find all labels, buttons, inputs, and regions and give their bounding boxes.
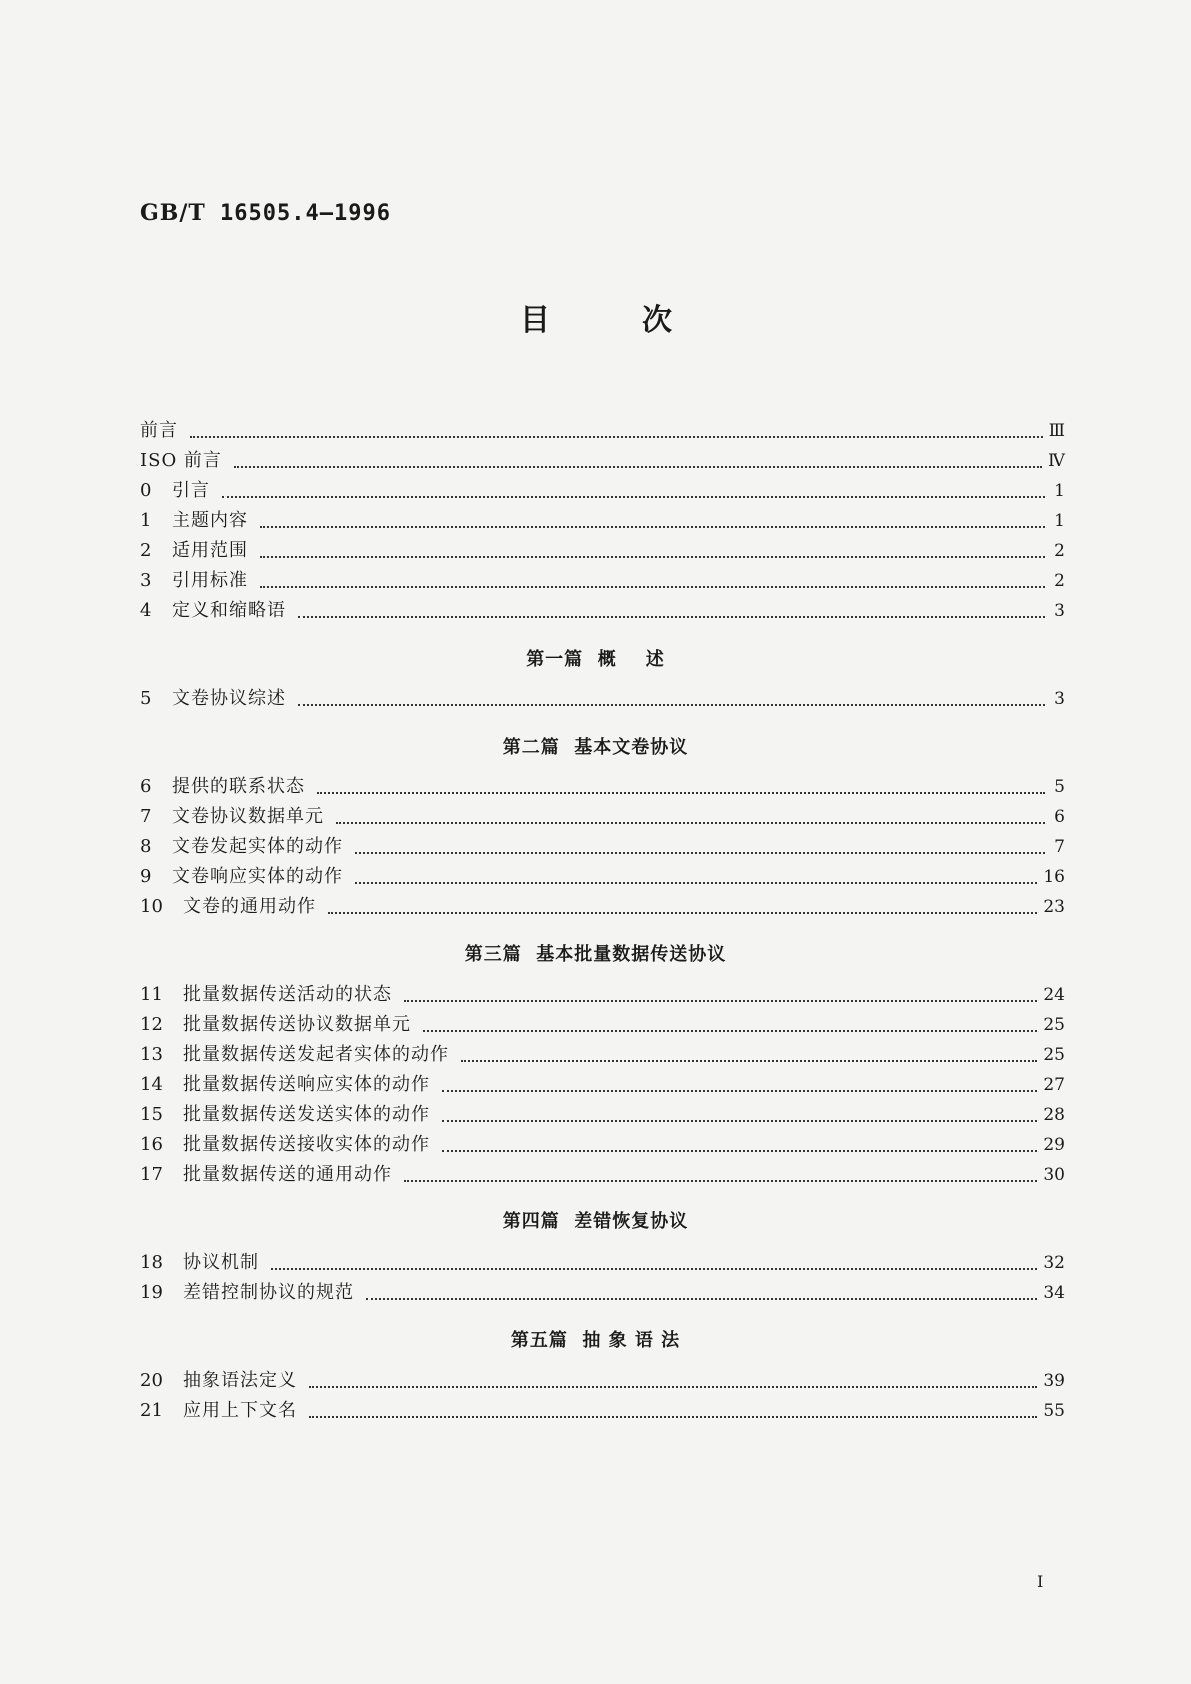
standard-prefix: GB/T (140, 200, 206, 226)
toc-entry-16[interactable] (140, 1132, 1065, 1158)
dot-leader (190, 430, 1043, 438)
entry-page: 27 (1043, 1075, 1065, 1095)
entry-page: 1 (1054, 481, 1065, 501)
entry-title: 批量数据传送响应实体的动作 (183, 1074, 430, 1095)
entry-page: Ⅲ (1048, 421, 1065, 441)
entry-number: 9 (140, 866, 152, 887)
entry-number: 8 (140, 836, 152, 857)
standard-number: 16505.4—1996 (220, 201, 391, 226)
page-number: Ⅰ (1037, 1572, 1044, 1591)
entry-page: Ⅳ (1048, 451, 1065, 471)
entry-title: 文卷协议数据单元 (172, 806, 324, 827)
entry-number: 3 (140, 570, 152, 591)
toc-entry-iso-foreword[interactable] (140, 448, 1065, 474)
entry-page: 2 (1054, 541, 1065, 561)
dot-leader (404, 1174, 1037, 1182)
toc-entry-10[interactable] (140, 894, 1065, 920)
entry-number: 0 (140, 480, 152, 501)
entry-number: 4 (140, 600, 152, 621)
toc-entry-19[interactable] (140, 1280, 1065, 1306)
entry-title: 主题内容 (172, 510, 248, 531)
part-heading-2: 第二篇 基本文卷协议 (502, 737, 689, 758)
dot-leader (260, 580, 1045, 588)
entry-title: 批量数据传送的通用动作 (183, 1164, 392, 1185)
entry-page: 28 (1043, 1105, 1065, 1125)
entry-page: 30 (1043, 1165, 1065, 1185)
dot-leader (317, 786, 1045, 794)
entry-title: 适用范围 (172, 540, 248, 561)
toc-entry-6[interactable] (140, 774, 1065, 800)
entry-number: 18 (140, 1252, 163, 1273)
dot-leader (298, 698, 1045, 706)
dot-leader (234, 460, 1042, 468)
toc-entry-8[interactable] (140, 834, 1065, 860)
toc-entry-13[interactable] (140, 1042, 1065, 1068)
part-heading-1: 第一篇 概 述 (526, 649, 665, 670)
dot-leader (309, 1380, 1037, 1388)
toc-entry-9[interactable] (140, 864, 1065, 890)
entry-page: 34 (1043, 1283, 1065, 1303)
toc-entry-20[interactable] (140, 1368, 1065, 1394)
toc-entry-11[interactable] (140, 982, 1065, 1008)
entry-page: 23 (1043, 897, 1065, 917)
dot-leader (355, 876, 1037, 884)
entry-page: 25 (1043, 1015, 1065, 1035)
dot-leader (336, 816, 1045, 824)
entry-page: 5 (1054, 777, 1065, 797)
entry-title: 差错控制协议的规范 (183, 1282, 354, 1303)
entry-page: 2 (1054, 571, 1065, 591)
dot-leader (260, 550, 1045, 558)
dot-leader (404, 994, 1037, 1002)
dot-leader (355, 846, 1045, 854)
toc-entry-15[interactable] (140, 1102, 1065, 1128)
entry-page: 25 (1043, 1045, 1065, 1065)
toc-entry-4[interactable] (140, 598, 1065, 624)
dot-leader (442, 1144, 1037, 1152)
part-heading-3: 第三篇 基本批量数据传送协议 (464, 944, 727, 965)
entry-page: 7 (1054, 837, 1065, 857)
entry-number: 15 (140, 1104, 163, 1125)
entry-number: 5 (140, 688, 152, 709)
entry-number: 16 (140, 1134, 163, 1155)
toc-entry-3[interactable] (140, 568, 1065, 594)
standard-code (140, 200, 391, 226)
entry-page: 55 (1043, 1401, 1065, 1421)
entry-number: 12 (140, 1014, 163, 1035)
toc-entry-1[interactable] (140, 508, 1065, 534)
toc-entry-foreword[interactable] (140, 418, 1065, 444)
entry-number: 17 (140, 1164, 163, 1185)
entry-title: 提供的联系状态 (172, 776, 305, 797)
entry-title: 前言 (140, 420, 178, 441)
entry-page: 3 (1054, 601, 1065, 621)
entry-title: 协议机制 (183, 1252, 259, 1273)
dot-leader (461, 1054, 1037, 1062)
dot-leader (298, 610, 1045, 618)
entry-title: 文卷协议综述 (172, 688, 286, 709)
entry-page: 6 (1054, 807, 1065, 827)
entry-title: 抽象语法定义 (183, 1370, 297, 1391)
entry-title: ISO 前言 (140, 450, 222, 471)
toc-entry-7[interactable] (140, 804, 1065, 830)
entry-number: 21 (140, 1400, 163, 1421)
entry-title: 批量数据传送活动的状态 (183, 984, 392, 1005)
dot-leader (222, 490, 1045, 498)
entry-title: 引用标准 (172, 570, 248, 591)
entry-title: 批量数据传送发送实体的动作 (183, 1104, 430, 1125)
entry-page: 1 (1054, 511, 1065, 531)
entry-title: 文卷的通用动作 (183, 896, 316, 917)
entry-page: 24 (1043, 985, 1065, 1005)
entry-title: 定义和缩略语 (172, 600, 286, 621)
entry-title: 引言 (172, 480, 210, 501)
entry-number: 1 (140, 510, 152, 531)
entry-number: 20 (140, 1370, 163, 1391)
entry-title: 文卷发起实体的动作 (172, 836, 343, 857)
entry-number: 6 (140, 776, 152, 797)
entry-page: 39 (1043, 1371, 1065, 1391)
toc-entry-14[interactable] (140, 1072, 1065, 1098)
dot-leader (309, 1410, 1037, 1418)
entry-page: 16 (1043, 867, 1065, 887)
entry-page: 32 (1043, 1253, 1065, 1273)
toc-entry-21[interactable] (140, 1398, 1065, 1424)
dot-leader (328, 906, 1037, 914)
entry-number: 19 (140, 1282, 163, 1303)
toc-entry-17[interactable] (140, 1162, 1065, 1188)
entry-number: 2 (140, 540, 152, 561)
dot-leader (366, 1292, 1037, 1300)
toc-entry-5[interactable] (140, 686, 1065, 712)
part-heading-4: 第四篇 差错恢复协议 (502, 1211, 689, 1232)
dot-leader (442, 1114, 1037, 1122)
entry-number: 10 (140, 896, 163, 917)
toc-entry-12[interactable] (140, 1012, 1065, 1038)
dot-leader (423, 1024, 1037, 1032)
entry-number: 14 (140, 1074, 163, 1095)
toc-entry-2[interactable] (140, 538, 1065, 564)
entry-page: 3 (1054, 689, 1065, 709)
entry-number: 7 (140, 806, 152, 827)
entry-title: 批量数据传送接收实体的动作 (183, 1134, 430, 1155)
entry-number: 11 (140, 984, 163, 1005)
entry-number: 13 (140, 1044, 163, 1065)
entry-title: 文卷响应实体的动作 (172, 866, 343, 887)
toc-entry-0[interactable] (140, 478, 1065, 504)
toc-entry-18[interactable] (140, 1250, 1065, 1276)
page-title: 目次 (520, 303, 764, 338)
dot-leader (442, 1084, 1037, 1092)
entry-title: 批量数据传送发起者实体的动作 (183, 1044, 449, 1065)
part-heading-5: 第五篇 抽 象 语 法 (510, 1330, 681, 1351)
entry-title: 批量数据传送协议数据单元 (183, 1014, 411, 1035)
dot-leader (260, 520, 1045, 528)
entry-page: 29 (1043, 1135, 1065, 1155)
entry-title: 应用上下文名 (183, 1400, 297, 1421)
dot-leader (271, 1262, 1037, 1270)
